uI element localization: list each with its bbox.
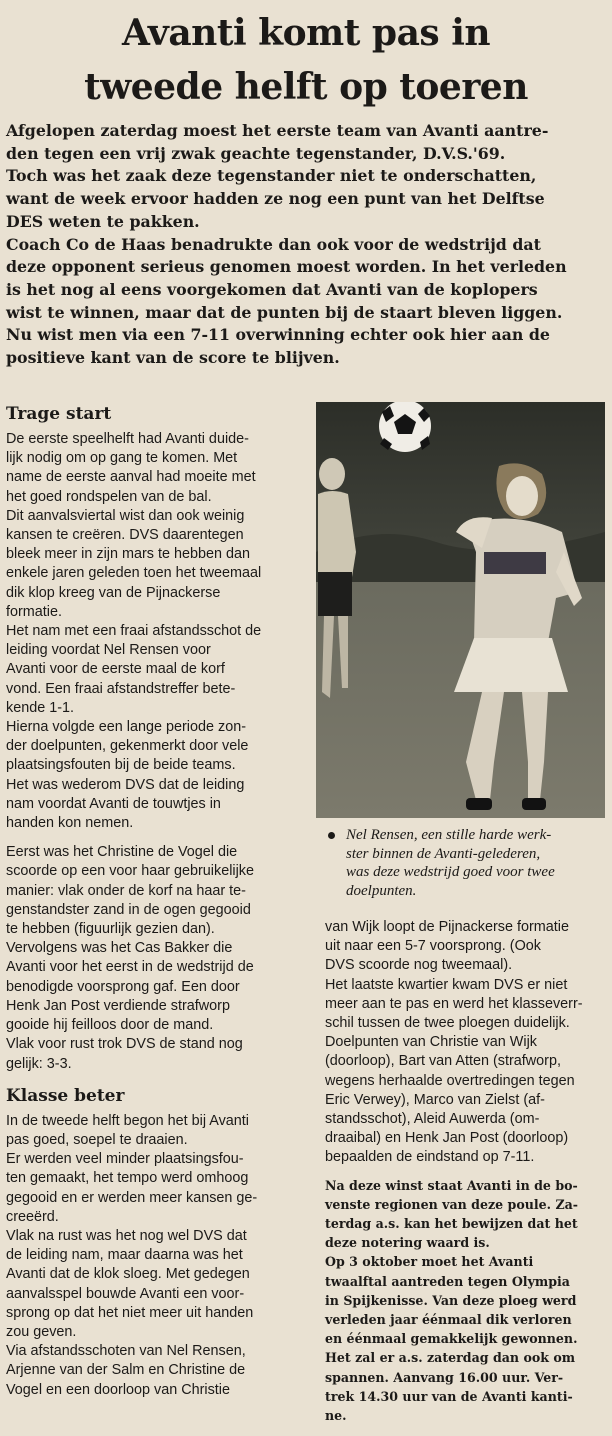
text-line: vond. Een fraai afstandstreffer bete- bbox=[6, 680, 236, 697]
text-line: kende 1-1. bbox=[6, 699, 75, 716]
paragraph bbox=[325, 1033, 608, 1167]
text-line: enkele jaren geleden toen het tweemaal bbox=[6, 565, 262, 582]
text-line: de leiding nam, maar daarna was het bbox=[6, 1247, 243, 1264]
text-line: uit naar een 5-7 voorsprong. (Ook bbox=[325, 938, 541, 955]
intro-paragraph bbox=[6, 324, 606, 369]
match-photo bbox=[316, 402, 605, 818]
text-line: ten gemaakt, het tempo werd omhoog bbox=[6, 1170, 249, 1187]
text-line: In de tweede helft begon het bij Avanti bbox=[6, 1112, 249, 1129]
text-line: Vogel en een doorloop van Christie bbox=[6, 1381, 231, 1398]
text-line: Afgelopen zaterdag moest het eerste team van Avanti aantre- bbox=[6, 121, 549, 140]
text-line: gooide hij feilloos door de mand. bbox=[6, 1017, 214, 1034]
text-line: wist te winnen, maar dat de punten bij de staart bleven liggen. bbox=[6, 302, 563, 322]
text-line: leiding voordat Nel Rensen voor bbox=[6, 642, 211, 659]
intro-paragraph bbox=[6, 234, 606, 325]
subheading-klasse-beter: Klasse beter bbox=[6, 1085, 125, 1106]
text-line: De eerste speelhelft had Avanti duide- bbox=[6, 431, 249, 447]
text-line: Het zal er a.s. zaterdag dan ook om bbox=[325, 1350, 576, 1366]
text-line: gelijk: 3-3. bbox=[6, 1055, 72, 1072]
paragraph bbox=[6, 1342, 298, 1400]
text-line: Het laatste kwartier kwam DVS er niet bbox=[325, 976, 568, 993]
caption-line: Nel Rensen, een stille harde werk- bbox=[346, 827, 552, 843]
text-line: Henk Jan Post verdiende strafworp bbox=[6, 997, 230, 1014]
intro-paragraph bbox=[6, 165, 606, 233]
text-line: wegens herhaalde overtredingen tegen bbox=[325, 1072, 575, 1089]
left-column bbox=[6, 402, 298, 1400]
text-line: lijk nodig om op gang te komen. Met bbox=[6, 450, 238, 467]
text-line: gegooid en er werden meer kansen ge- bbox=[6, 1189, 258, 1206]
article-intro bbox=[6, 120, 606, 370]
paragraph bbox=[325, 918, 608, 976]
caption-line: ster binnen de Avanti-gelederen, bbox=[346, 845, 541, 862]
text-line: twaalftal aantreden tegen Olympia bbox=[325, 1273, 570, 1289]
paragraph bbox=[6, 939, 298, 1035]
text-line: positieve kant van de score te blijven. bbox=[6, 348, 340, 368]
text-line: Het was wederom DVS dat de leiding bbox=[6, 776, 245, 793]
text-line: genstandster zand in de ogen gegooid bbox=[6, 901, 251, 918]
text-line: terdag a.s. kan het bewijzen dat het bbox=[325, 1216, 578, 1232]
text-line: kansen te creëren. DVS daarentegen bbox=[6, 527, 244, 544]
bullet-icon bbox=[328, 832, 335, 839]
text-line: ne. bbox=[325, 1408, 347, 1424]
text-line: Het nam met een fraai afstandsschot de bbox=[6, 623, 262, 640]
photo-illustration bbox=[316, 402, 605, 818]
headline-line: tweede helft op toeren bbox=[84, 66, 528, 108]
bold-paragraph bbox=[325, 1176, 608, 1253]
text-line: plaatsingsfouten bij de beide teams. bbox=[6, 757, 236, 774]
text-line: het goed rondspelen van de bal. bbox=[6, 488, 212, 505]
text-line: dik klop kreeg van de Pijnackerse bbox=[6, 584, 221, 601]
text-line: Vlak voor rust trok DVS de stand nog bbox=[6, 1036, 243, 1053]
text-line: den tegen een vrij zwak geachte tegenstander, D.V.S.'69. bbox=[6, 143, 506, 163]
text-line: Vlak na rust was het nog wel DVS dat bbox=[6, 1227, 247, 1244]
text-line: in Spijkenisse. Van deze ploeg werd bbox=[325, 1292, 577, 1308]
paragraph bbox=[6, 430, 298, 507]
text-line: Er werden veel minder plaatsingsfou- bbox=[6, 1151, 244, 1168]
text-line: zou geven. bbox=[6, 1323, 77, 1340]
paragraph bbox=[6, 507, 298, 622]
text-line: bleek meer in zijn mars te hebben dan bbox=[6, 546, 250, 563]
text-line: is het nog al eens voorgekomen dat Avanti van de koplopers bbox=[6, 279, 538, 299]
article-headline bbox=[0, 6, 612, 114]
caption-line: was deze wedstrijd goed voor twee bbox=[346, 864, 555, 880]
text-line: deze opponent serieus genomen moest worden. In het verleden bbox=[6, 257, 567, 277]
paragraph bbox=[6, 843, 298, 939]
text-line: want de week ervoor hadden ze nog een punt van het Delftse bbox=[6, 189, 545, 209]
text-line: Arjenne van der Salm en Christine de bbox=[6, 1362, 246, 1379]
text-line: meer aan te pas en werd het klasseverr- bbox=[325, 995, 583, 1012]
text-line: Via afstandsschoten van Nel Rensen, bbox=[6, 1343, 246, 1360]
text-line: venste regionen van deze poule. Za- bbox=[325, 1196, 579, 1212]
text-line: Avanti dat de klok sloeg. Met gedegen bbox=[6, 1266, 250, 1283]
text-line: van Wijk loopt de Pijnackerse formatie bbox=[325, 919, 569, 935]
text-line: DVS scoorde nog tweemaal). bbox=[325, 957, 513, 974]
text-line: trek 14.30 uur van de Avanti kanti- bbox=[325, 1388, 573, 1404]
text-line: DES weten te pakken. bbox=[6, 211, 200, 231]
text-line: Vervolgens was het Cas Bakker die bbox=[6, 940, 233, 957]
paragraph bbox=[6, 1227, 298, 1342]
text-line: spannen. Aanvang 16.00 uur. Ver- bbox=[325, 1369, 564, 1385]
paragraph bbox=[6, 1150, 298, 1227]
text-line: der doelpunten, gekenmerkt door vele bbox=[6, 738, 249, 755]
paragraph bbox=[6, 622, 298, 718]
text-line: bepaalden de eindstand op 7-11. bbox=[325, 1149, 535, 1166]
text-line: Toch was het zaak deze tegenstander niet te onderschatten, bbox=[6, 166, 537, 186]
text-line: manier: vlak onder de korf na haar te- bbox=[6, 882, 246, 899]
text-line: standsschot), Aleid Auwerda (om- bbox=[325, 1111, 540, 1128]
text-line: handen kon nemen. bbox=[6, 815, 134, 832]
text-line: creeërd. bbox=[6, 1208, 59, 1225]
text-line: schil tussen de twee ploegen duidelijk. bbox=[325, 1015, 570, 1032]
text-line: Eric Verwey), Marco van Zielst (af- bbox=[325, 1091, 545, 1108]
text-line: Dit aanvalsviertal wist dan ook weinig bbox=[6, 507, 245, 524]
korfball-ball bbox=[379, 402, 431, 452]
text-line: (doorloop), Bart van Atten (strafworp, bbox=[325, 1053, 561, 1070]
subheading-trage-start: Trage start bbox=[6, 404, 112, 424]
section-body bbox=[6, 1112, 298, 1400]
paragraph bbox=[6, 718, 298, 833]
text-line: Avanti voor de eerste maal de korf bbox=[6, 661, 225, 678]
section-body bbox=[6, 430, 298, 1074]
text-line: pas goed, soepel te draaien. bbox=[6, 1131, 188, 1148]
text-line: formatie. bbox=[6, 603, 62, 620]
text-line: Coach Co de Haas benadrukte dan ook voor de wedstrijd dat bbox=[6, 234, 541, 254]
text-line: verleden jaar éénmaal dik verloren bbox=[325, 1312, 572, 1328]
spacer bbox=[6, 833, 298, 843]
bold-paragraph bbox=[325, 1252, 608, 1425]
text-line: Avanti voor het eerst in de wedstrijd de bbox=[6, 959, 254, 976]
text-line: name de eerste aanval had moeite met bbox=[6, 469, 256, 486]
text-line: aanvalsspel bouwde Avanti een voor- bbox=[6, 1285, 245, 1302]
text-line: Hierna volgde een lange periode zon- bbox=[6, 719, 247, 736]
paragraph bbox=[6, 1112, 298, 1150]
paragraph bbox=[6, 1035, 298, 1073]
text-line: benodigde voorsprong gaf. Een door bbox=[6, 978, 240, 995]
text-line: sprong op dat het niet meer uit handen bbox=[6, 1304, 254, 1321]
text-line: deze notering waard is. bbox=[325, 1235, 490, 1251]
text-line: draaibal) en Henk Jan Post (doorloop) bbox=[325, 1130, 569, 1147]
headline-line: Avanti komt pas in bbox=[121, 12, 491, 54]
text-line: Doelpunten van Christie van Wijk bbox=[325, 1034, 537, 1051]
text-line: Eerst was het Christine de Vogel die bbox=[6, 844, 238, 861]
text-line: scoorde op een voor haar gebruikelijke bbox=[6, 863, 254, 880]
photo-caption bbox=[326, 826, 606, 900]
paragraph bbox=[325, 976, 608, 1034]
text-line: nam voordat Avanti de touwtjes in bbox=[6, 795, 221, 812]
text-line: Na deze winst staat Avanti in de bo- bbox=[325, 1177, 578, 1193]
right-column bbox=[325, 918, 608, 1425]
text-line: Nu wist men via een 7-11 overwinning echter ook hier aan de bbox=[6, 325, 550, 345]
text-line: en éénmaal gemakkelijk gewonnen. bbox=[325, 1331, 578, 1347]
text-line: Op 3 oktober moet het Avanti bbox=[325, 1254, 534, 1270]
caption-line: doelpunten. bbox=[346, 882, 417, 899]
intro-paragraph bbox=[6, 120, 606, 165]
text-line: te hebben (figuurlijk gezien dan). bbox=[6, 921, 215, 938]
